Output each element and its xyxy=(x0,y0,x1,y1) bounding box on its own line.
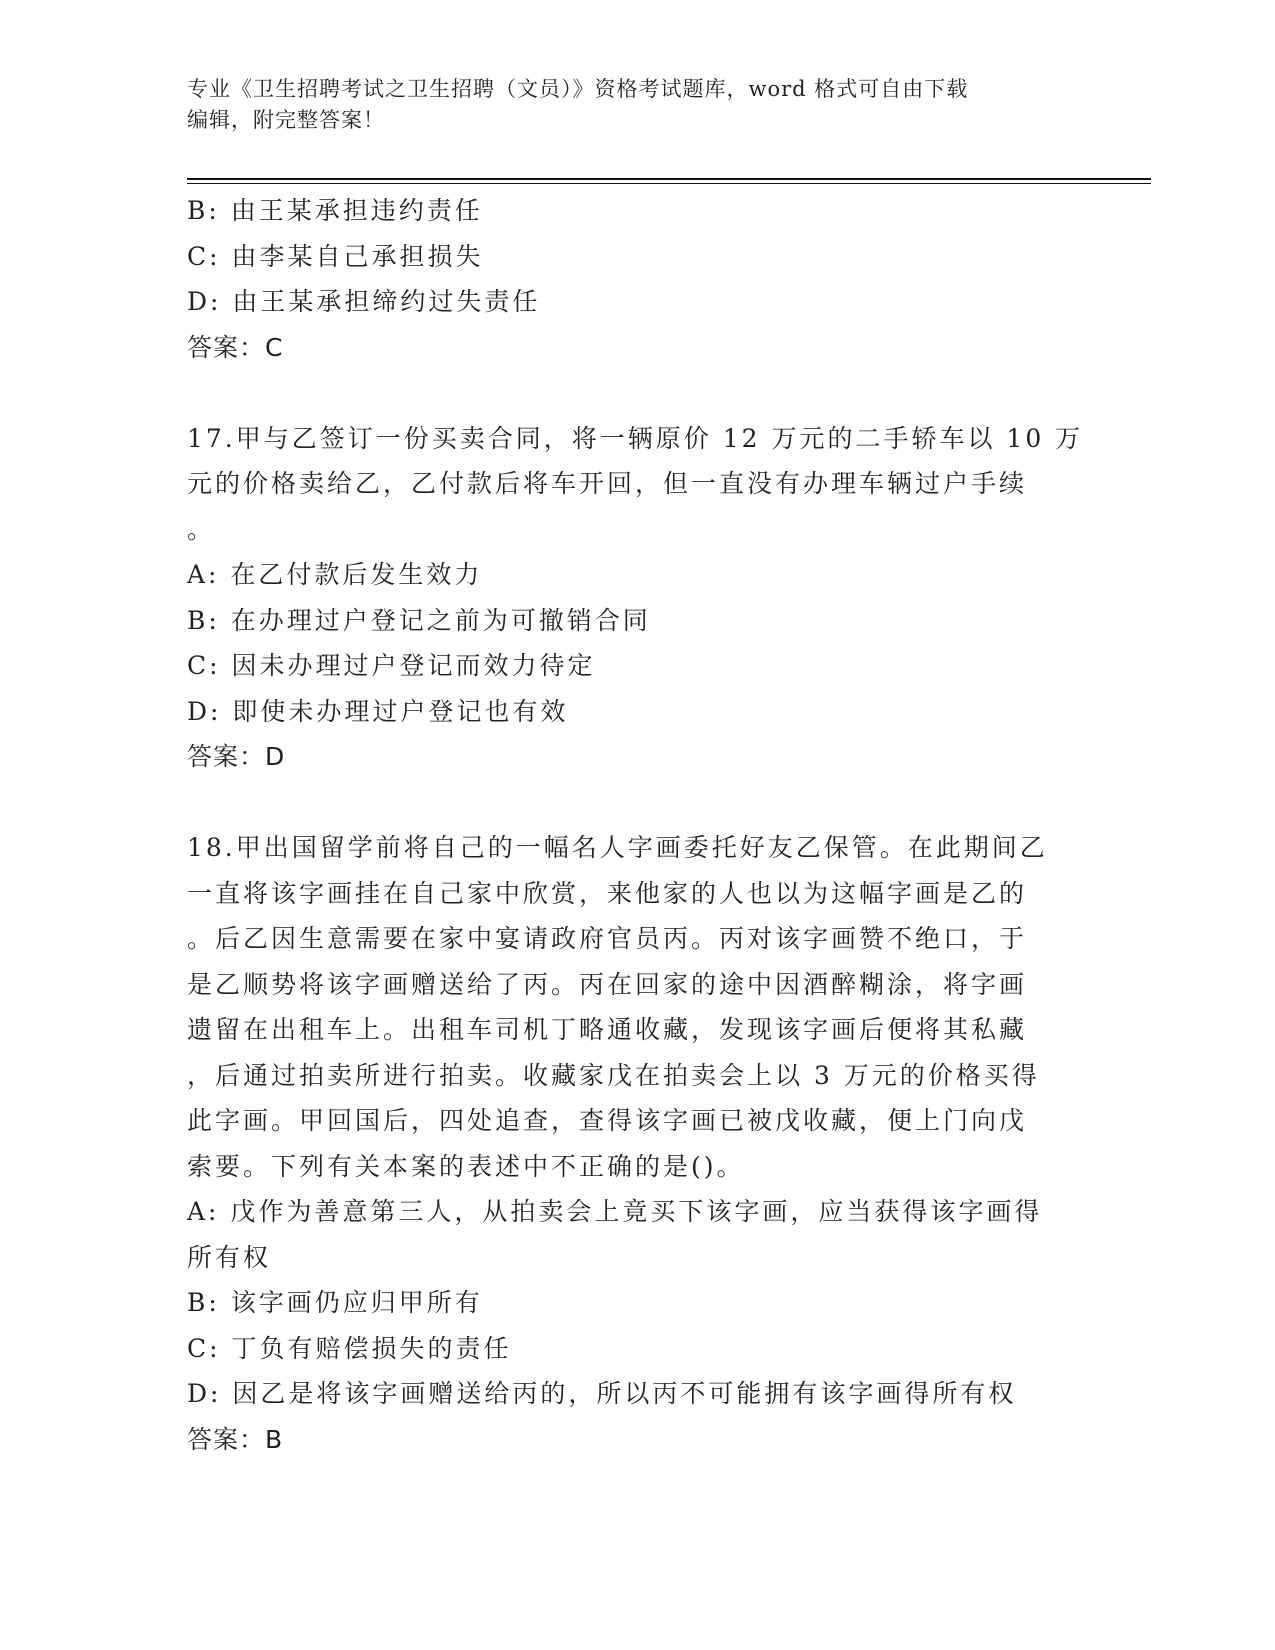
spacer xyxy=(187,780,1087,826)
option-d: D: 由王某承担缔约过失责任 xyxy=(187,287,541,316)
answer-line: 答案：D xyxy=(187,742,286,771)
spacer xyxy=(187,370,1087,416)
question-stem-line: 18.甲出国留学前将自己的一幅名人字画委托好友乙保管。在此期间乙 xyxy=(187,833,1048,862)
option-b: B: 该字画仍应归甲所有 xyxy=(187,1288,483,1317)
option-d: D: 即使未办理过户登记也有效 xyxy=(187,696,569,726)
question-stem-line: 。 xyxy=(187,514,216,544)
option-c: C: 由李某自己承担损失 xyxy=(187,241,484,271)
answer-line: 答案：B xyxy=(187,1424,284,1454)
header-line-2: 编辑，附完整答案！ xyxy=(187,108,385,132)
question-stem-line: 遗留在出租车上。出租车司机丁略通收藏，发现该字画后便将其私藏 xyxy=(187,1015,1028,1044)
question-stem-line: 一直将该字画挂在自己家中欣赏，来他家的人也以为这幅字画是乙的 xyxy=(187,878,1028,908)
option-a: A: 戊作为善意第三人，从拍卖会上竟买下该字画，应当获得该字画得 xyxy=(187,1197,1043,1226)
option-d: D: 因乙是将该字画赠送给丙的，所以丙不可能拥有该字画得所有权 xyxy=(187,1379,1017,1408)
question-stem-line: ，后通过拍卖所进行拍卖。收藏家戊在拍卖会上以 3 万元的价格买得 xyxy=(187,1060,1040,1090)
question-stem-line: 索要。下列有关本案的表述中不正确的是()。 xyxy=(187,1151,745,1181)
question-stem-line: 。后乙因生意需要在家中宴请政府官员丙。丙对该字画赞不绝口，于 xyxy=(187,924,1028,953)
question-16 xyxy=(187,188,1087,370)
question-18 xyxy=(187,825,1087,1462)
question-stem-line: 17.甲与乙签订一份买卖合同，将一辆原价 12 万元的二手轿车以 10 万 xyxy=(187,423,1084,453)
option-a-continued: 所有权 xyxy=(187,1242,272,1272)
option-b: B: 由王某承担违约责任 xyxy=(187,196,483,225)
question-17 xyxy=(187,416,1087,780)
option-c: C: 丁负有赔偿损失的责任 xyxy=(187,1333,512,1363)
answer-line: 答案：C xyxy=(187,332,284,362)
option-b: B: 在办理过户登记之前为可撤销合同 xyxy=(187,605,651,635)
document-header xyxy=(187,74,1087,136)
question-stem-line: 是乙顺势将该字画赠送给了丙。丙在回家的途中因酒醉糊涂，将字画 xyxy=(187,969,1028,999)
option-a: A: 在乙付款后发生效力 xyxy=(187,560,483,589)
question-stem-line: 元的价格卖给乙，乙付款后将车开回，但一直没有办理车辆过户手续 xyxy=(187,469,1028,498)
question-stem-line: 此字画。甲回国后，四处追查，查得该字画已被戊收藏，便上门向戊 xyxy=(187,1106,1028,1135)
header-divider-thin xyxy=(187,183,1151,184)
header-line-1: 专业《卫生招聘考试之卫生招聘（文员）》资格考试题库，word 格式可自由下载 xyxy=(187,77,969,101)
header-divider-thick xyxy=(187,178,1151,180)
question-content xyxy=(187,188,1087,1462)
option-c: C: 因未办理过户登记而效力待定 xyxy=(187,651,596,680)
